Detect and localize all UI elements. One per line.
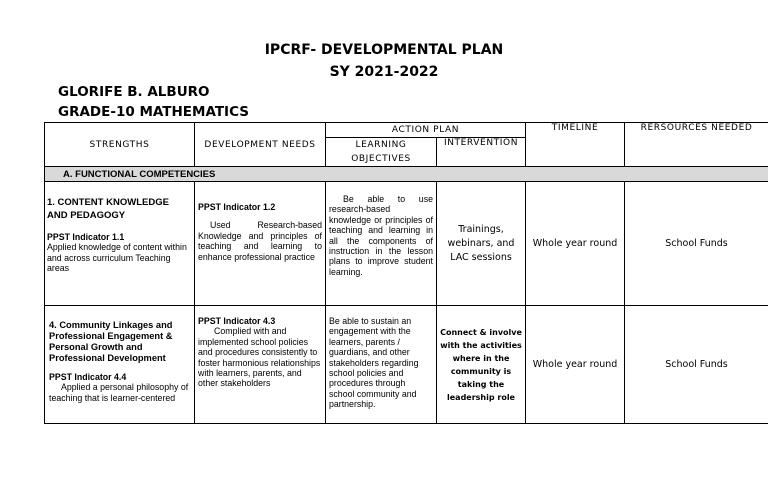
table-row bbox=[45, 306, 768, 424]
header-resources: RERSOURCES NEEDED bbox=[625, 123, 768, 167]
strength-text: Applied a personal philosophy of teaching that is learner-centered bbox=[49, 382, 189, 403]
school-year: SY 2021-2022 bbox=[329, 64, 439, 80]
header-development-needs: DEVELOPMENT NEEDS bbox=[195, 123, 326, 167]
learning-objective: Be able to sustain an engagement with the learners, parents / guardians, and other stakeholders regarding school policies and procedures through school community and partnership. bbox=[326, 306, 437, 424]
learning-objective: Be able to use research-based knowledge or principles of teaching and learning in all the components of instruction in the lesson plans to improve student learning. bbox=[326, 182, 437, 306]
need-indicator: PPST Indicator 4.3 bbox=[198, 316, 276, 326]
section-functional-competencies: A. FUNCTIONAL COMPETENCIES bbox=[45, 167, 768, 182]
strength-title: 4. Community Linkages and Professional Engagement & Personal Growth and Professional Development bbox=[49, 320, 173, 363]
need-indicator: PPST Indicator 1.2 bbox=[198, 202, 276, 212]
table-row bbox=[45, 182, 768, 306]
strength-indicator: PPST Indicator 1.1 bbox=[47, 232, 125, 242]
strength-text: Applied knowledge of content within and across curriculum Teaching areas bbox=[47, 242, 187, 274]
grade-subject: GRADE-10 MATHEMATICS bbox=[58, 104, 249, 120]
teacher-name: GLORIFE B. ALBURO bbox=[58, 84, 210, 100]
need-text: Complied with and implemented school policies and procedures consistently to foster harmonious relationships with learners, parents, and other stakeholders bbox=[198, 326, 321, 389]
resources: School Funds bbox=[625, 306, 768, 424]
header-learning-objectives: LEARNING OBJECTIVES bbox=[326, 138, 437, 167]
header-action-plan: ACTION PLAN bbox=[326, 123, 526, 138]
plan-title: IPCRF- DEVELOPMENTAL PLAN bbox=[264, 42, 504, 58]
need-text: Used Research-based Knowledge and principles of teaching and learning to enhance professional practice bbox=[198, 220, 322, 262]
development-plan-table bbox=[44, 122, 768, 424]
header-intervention: INTERVENTION bbox=[437, 138, 526, 167]
header-timeline: TIMELINE bbox=[526, 123, 625, 167]
intervention: Trainings, webinars, and LAC sessions bbox=[437, 182, 526, 306]
intervention: Connect & involve with the activities where in the community is taking the leadership role bbox=[437, 306, 526, 424]
timeline: Whole year round bbox=[526, 306, 625, 424]
strength-indicator: PPST Indicator 4.4 bbox=[49, 372, 127, 382]
header-strengths: STRENGTHS bbox=[45, 123, 195, 167]
strength-title: 1. CONTENT KNOWLEDGE AND PEDAGOGY bbox=[47, 197, 169, 221]
timeline: Whole year round bbox=[526, 182, 625, 306]
resources: School Funds bbox=[625, 182, 768, 306]
